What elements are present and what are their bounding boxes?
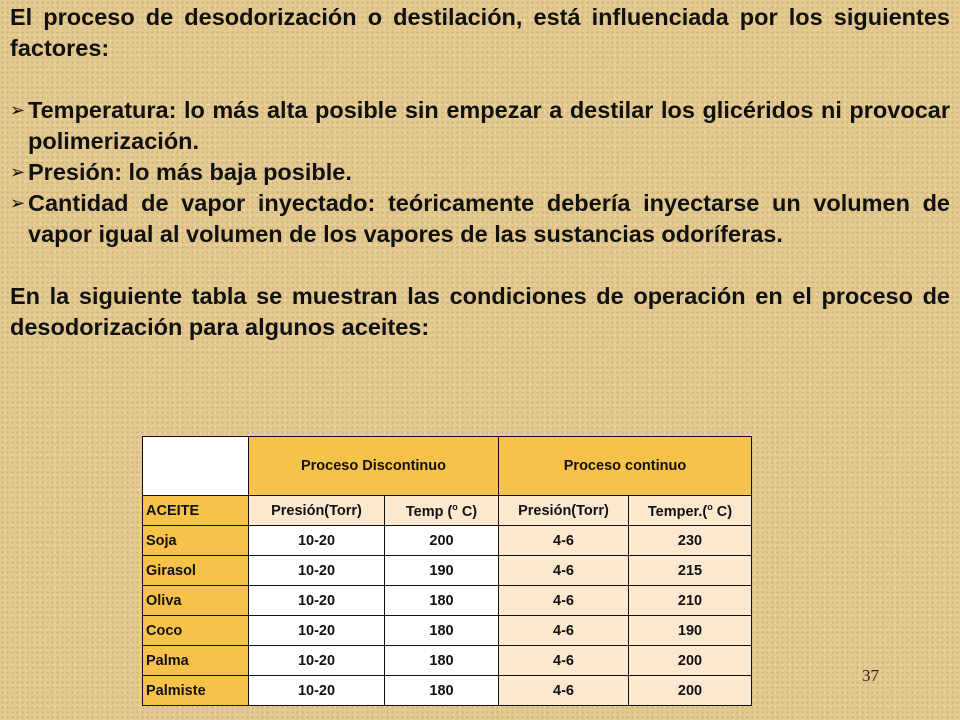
temp-discontinuo-cell: 180 xyxy=(385,616,499,646)
header-continuo: Proceso continuo xyxy=(499,437,752,496)
presion-continuo-cell: 4-6 xyxy=(499,616,629,646)
header-presion-continuo: Presión(Torr) xyxy=(499,496,629,526)
table-row xyxy=(143,586,752,616)
table-row xyxy=(143,616,752,646)
arrow-bullet-icon: ➢ xyxy=(10,162,26,182)
empty-header-cell xyxy=(143,437,249,496)
page-number: 37 xyxy=(862,666,879,685)
factor-text: Cantidad de vapor inyectado: teóricamente debería inyectarse un volumen de vapor igual al volumen de los vapores de las sustancias odoríferas. xyxy=(28,190,950,247)
temp-continuo-cell: 200 xyxy=(629,676,752,706)
temp-discontinuo-cell: 180 xyxy=(385,586,499,616)
table-row xyxy=(143,556,752,586)
oil-name-cell: Palmiste xyxy=(143,676,249,706)
presion-discontinuo-cell: 10-20 xyxy=(249,616,385,646)
factor-text: Temperatura: lo más alta posible sin empezar a destilar los glicéridos ni provocar polimerización. xyxy=(28,97,950,154)
header-temp-discontinuo: Temp ($^o$ C) xyxy=(385,496,499,526)
presion-discontinuo-cell: 10-20 xyxy=(249,676,385,706)
table-column-header-row xyxy=(143,496,752,526)
slide-body xyxy=(10,2,950,343)
presion-continuo-cell: 4-6 xyxy=(499,526,629,556)
oil-name-cell: Coco xyxy=(143,616,249,646)
temp-discontinuo-cell: 180 xyxy=(385,646,499,676)
oil-name-cell: Girasol xyxy=(143,556,249,586)
header-temp-continuo: Temper.($^o$ C) xyxy=(629,496,752,526)
operating-conditions-table xyxy=(142,436,752,706)
factor-item xyxy=(10,95,950,157)
temp-continuo-cell: 215 xyxy=(629,556,752,586)
header-aceite: ACEITE xyxy=(143,496,249,526)
arrow-bullet-icon: ➢ xyxy=(10,193,26,213)
temp-discontinuo-cell: 190 xyxy=(385,556,499,586)
presion-continuo-cell: 4-6 xyxy=(499,676,629,706)
temp-continuo-cell: 190 xyxy=(629,616,752,646)
oil-name-cell: Soja xyxy=(143,526,249,556)
presion-discontinuo-cell: 10-20 xyxy=(249,586,385,616)
presion-continuo-cell: 4-6 xyxy=(499,586,629,616)
temp-continuo-cell: 230 xyxy=(629,526,752,556)
intro-paragraph: El proceso de desodorización o destilación, está influenciada por los siguientes factores: xyxy=(10,4,950,61)
header-presion-discontinuo: Presión(Torr) xyxy=(249,496,385,526)
presion-continuo-cell: 4-6 xyxy=(499,646,629,676)
temp-continuo-cell: 200 xyxy=(629,646,752,676)
temp-discontinuo-cell: 200 xyxy=(385,526,499,556)
presion-discontinuo-cell: 10-20 xyxy=(249,526,385,556)
table-row xyxy=(143,676,752,706)
presion-discontinuo-cell: 10-20 xyxy=(249,646,385,676)
temp-discontinuo-cell: 180 xyxy=(385,676,499,706)
oil-name-cell: Oliva xyxy=(143,586,249,616)
factor-text: Presión: lo más baja posible. xyxy=(28,159,352,185)
factor-item xyxy=(10,188,950,250)
table-row xyxy=(143,646,752,676)
table-row xyxy=(143,526,752,556)
factor-item xyxy=(10,157,950,188)
presion-discontinuo-cell: 10-20 xyxy=(249,556,385,586)
table-intro-paragraph: En la siguiente tabla se muestran las condiciones de operación en el proceso de desodorización para algunos aceites: xyxy=(10,283,950,340)
arrow-bullet-icon: ➢ xyxy=(10,100,26,120)
temp-continuo-cell: 210 xyxy=(629,586,752,616)
header-discontinuo: Proceso Discontinuo xyxy=(249,437,499,496)
oil-name-cell: Palma xyxy=(143,646,249,676)
table-group-header-row xyxy=(143,437,752,496)
presion-continuo-cell: 4-6 xyxy=(499,556,629,586)
